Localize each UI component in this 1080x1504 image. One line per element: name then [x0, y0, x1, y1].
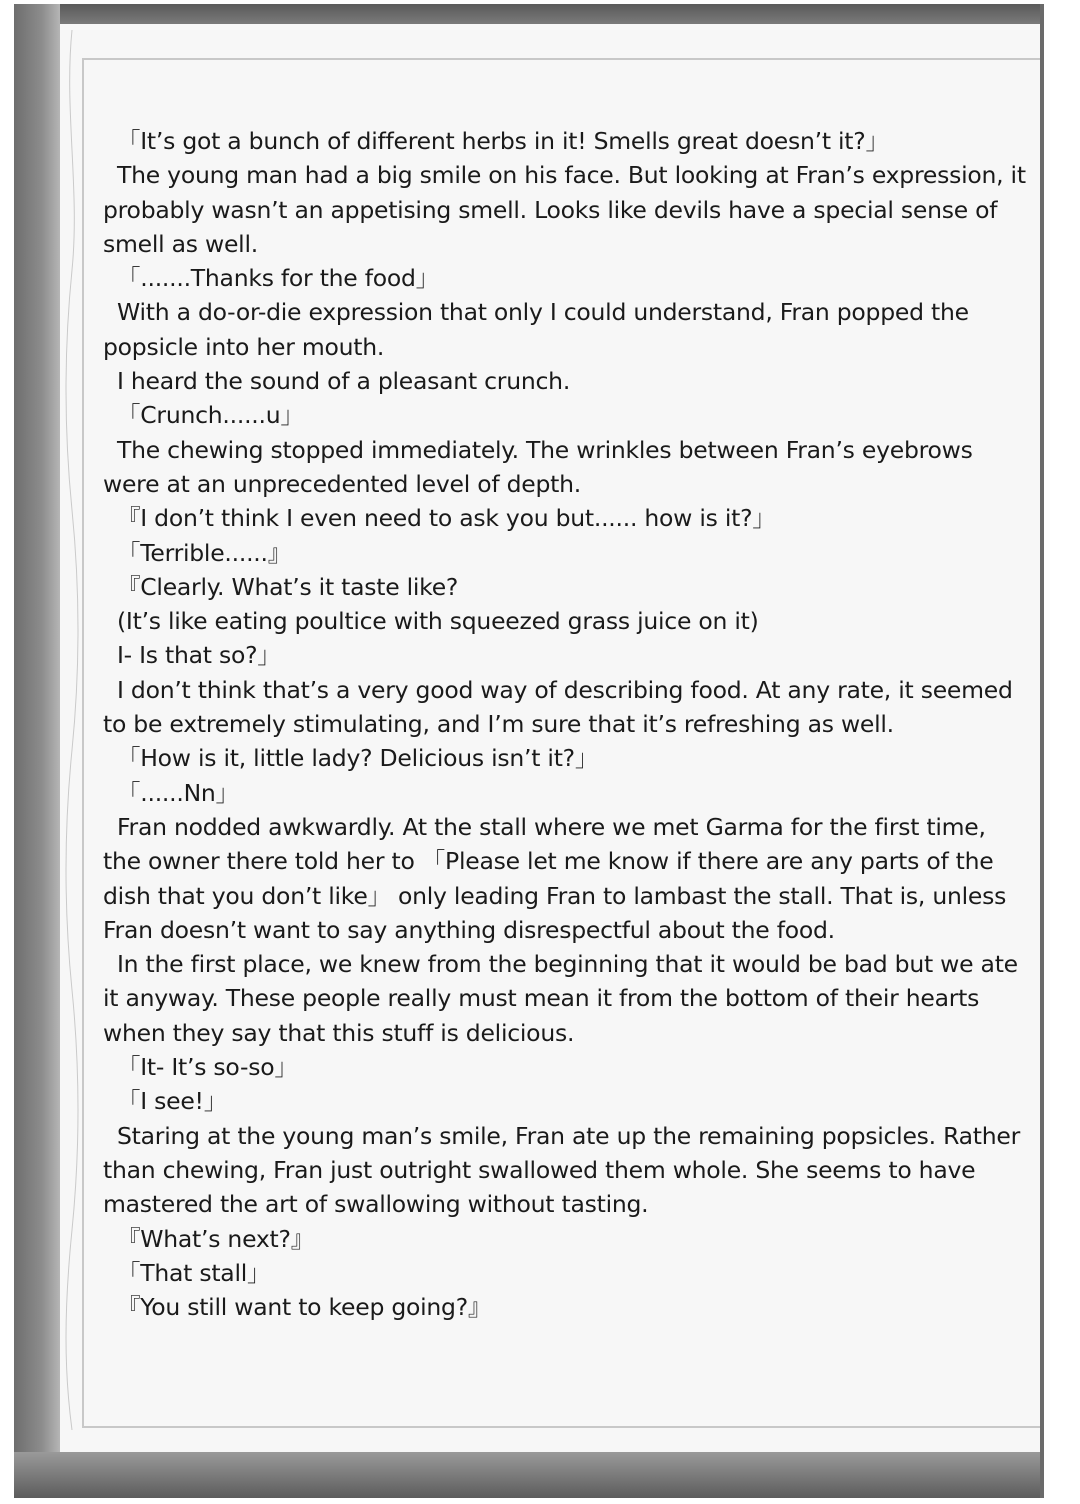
body-text	[103, 124, 1028, 1324]
paragraph: I don’t think that’s a very good way of describing food. At any rate, it seemed to be extremely stimulating, and I’m sure that it’s refreshing as well.	[103, 675, 1013, 739]
paragraph: 「That stall」	[117, 1258, 271, 1287]
paragraph: 『I don’t think I even need to ask you but...... how is it?」	[117, 504, 776, 533]
paragraph: With a do-or-die expression that only I could understand, Fran popped the popsicle into her mouth.	[103, 298, 969, 361]
paragraph: In the first place, we knew from the beginning that it would be bad but we ate it anyway. These people really must mean it from the bottom of their hearts when they say that this stuff is delicious.	[103, 950, 1018, 1047]
paragraph: 「Crunch......u」	[117, 401, 304, 430]
paragraph: 「I see!」	[117, 1087, 227, 1116]
paragraph: 「How is it, little lady? Delicious isn’t it?」	[117, 744, 599, 773]
page-border-top	[14, 4, 1044, 24]
page-border-bottom	[14, 1452, 1044, 1498]
panel-rule-left	[82, 58, 84, 1428]
paragraph: 『Clearly. What’s it taste like?	[117, 572, 459, 601]
paragraph: I- Is that so?」	[117, 641, 281, 670]
panel-rule-top	[82, 58, 1040, 60]
paragraph: 『You still want to keep going?』	[117, 1293, 492, 1322]
paragraph: 「It’s got a bunch of different herbs in it! Smells great doesn’t it?」	[117, 127, 889, 155]
paragraph: Fran nodded awkwardly. At the stall where we met Garma for the first time, the owner there told her to 「Please let me know if there are any parts of the dish that you don’t like」 only leading Fran to lambast the stall. That is, unless Fran doesn’t want to say anything disrespectful about the food.	[103, 812, 1007, 944]
paragraph: The chewing stopped immediately. The wrinkles between Fran’s eyebrows were at an unprecedented level of depth.	[103, 435, 973, 498]
paragraph: I heard the sound of a pleasant crunch.	[117, 367, 571, 396]
decorative-ornament	[62, 30, 82, 1430]
page-border-right	[1040, 4, 1044, 1498]
paragraph: 「It- It’s so-so」	[117, 1053, 298, 1082]
paragraph: 『What’s next?』	[117, 1224, 314, 1253]
paragraph: The young man had a big smile on his face. But looking at Fran’s expression, it probably wasn’t an appetising smell. Looks like devils have a special sense of smell as well.	[103, 161, 1026, 258]
panel-rule-bottom	[82, 1426, 1040, 1428]
paragraph: 「.......Thanks for the food」	[117, 264, 439, 293]
paragraph: (It’s like eating poultice with squeezed grass juice on it)	[117, 607, 759, 636]
paragraph: Staring at the young man’s smile, Fran ate up the remaining popsicles. Rather than chewing, Fran just outright swallowed them whole. She seems to have mastered the art of swallowing without tasting.	[103, 1121, 1021, 1219]
page-border-left	[14, 4, 60, 1498]
paragraph: 「......Nn」	[117, 778, 239, 807]
paragraph: 「Terrible......』	[117, 538, 291, 567]
